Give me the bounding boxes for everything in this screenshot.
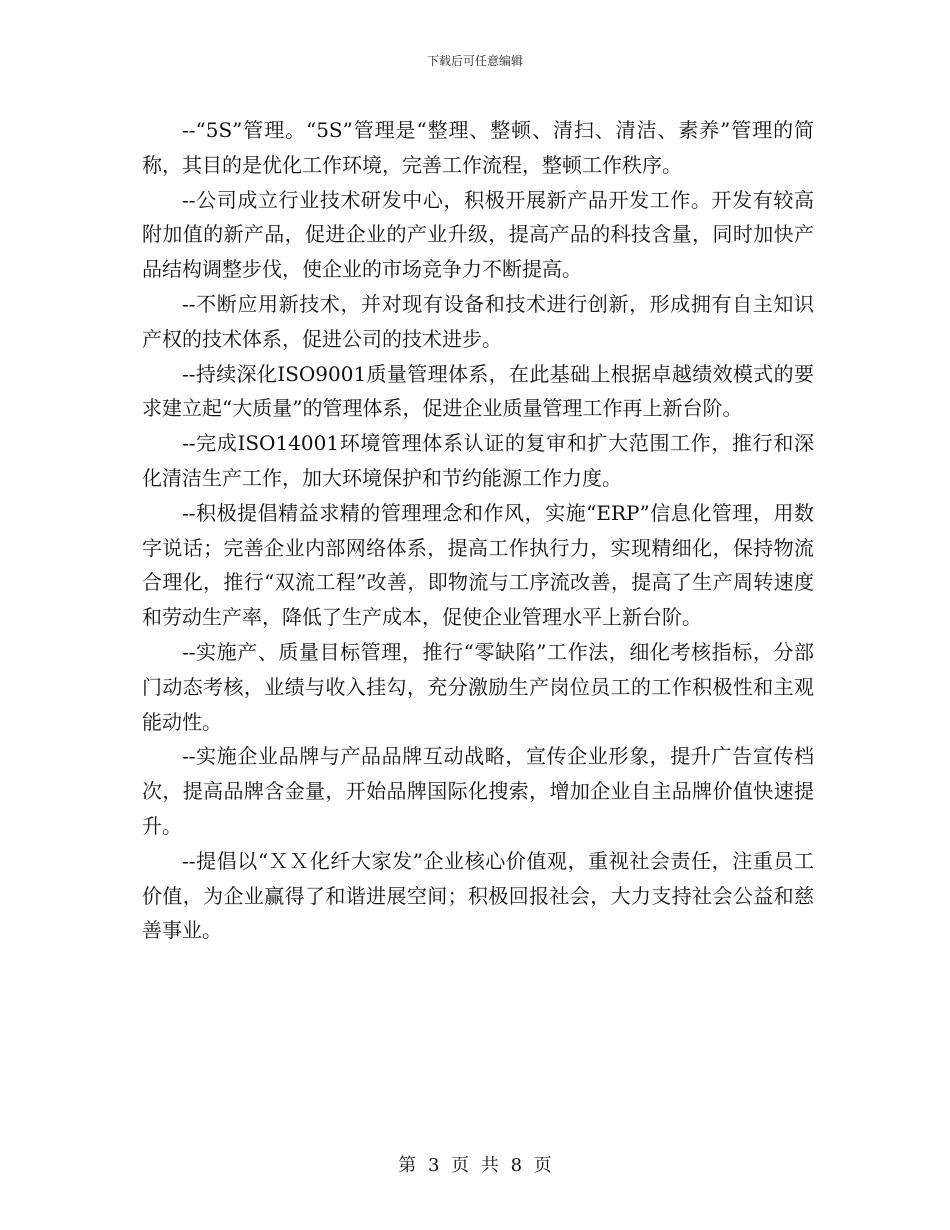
page-number: 第 3 页 共 8 页 bbox=[398, 1155, 552, 1176]
paragraph-rnd-center: --公司成立行业技术研发中心，积极开展新产品开发工作。开发有较高附加值的新产品，促进企业的产业升级，提高产品的科技含量，同时加快产品结构调整步伐，使企业的市场竞争力不断提高。 bbox=[142, 187, 814, 282]
paragraph-iso9001: --持续深化ISO9001质量管理体系，在此基础上根据卓越绩效模式的要求建立起“大质量”的管理体系，促进企业质量管理工作再上新台阶。 bbox=[142, 361, 814, 421]
paragraph-brand-strategy: --实施企业品牌与产品品牌互动战略，宣传企业形象，提升广告宣传档次，提高品牌含金量，开始品牌国际化搜索，增加企业自主品牌价值快速提升。 bbox=[142, 744, 814, 838]
document-body bbox=[142, 113, 814, 948]
paragraph-core-values: --提倡以“ＸＸ化纤大家发”企业核心价值观，重视社会责任，注重员工价值，为企业赢得了和谐进展空间；积极回报社会，大力支持社会公益和慈善事业。 bbox=[142, 848, 814, 943]
paragraph-iso14001: --完成ISO14001环境管理体系认证的复审和扩大范围工作，推行和深化清洁生产工作，加大环境保护和节约能源工作力度。 bbox=[142, 431, 814, 490]
paragraph-new-technology: --不断应用新技术，并对现有设备和技术进行创新，形成拥有自主知识产权的技术体系，促进公司的技术进步。 bbox=[142, 291, 814, 351]
paragraph-5s-management: --“5S”管理。“5S”管理是“整理、整顿、清扫、清洁、素养”管理的简称，其目的是优化工作环境，完善工作流程，整顿工作秩序。 bbox=[142, 118, 814, 177]
page-header: 下载后可任意编辑 bbox=[426, 54, 523, 68]
paragraph-zero-defect: --实施产、质量目标管理，推行“零缺陷”工作法，细化考核指标，分部门动态考核，业绩与收入挂勾，充分激励生产岗位员工的工作积极性和主观能动性。 bbox=[142, 639, 814, 734]
paragraph-erp-management: --积极提倡精益求精的管理理念和作风，实施“ERP”信息化管理，用数字说话；完善企业内部网络体系，提高工作执行力，实现精细化，保持物流合理化，推行“双流工程”改善，即物流与工序流改善，提高了生产周转速度和劳动生产率，降低了生产成本，促使企业管理水平上新台阶。 bbox=[142, 500, 814, 630]
